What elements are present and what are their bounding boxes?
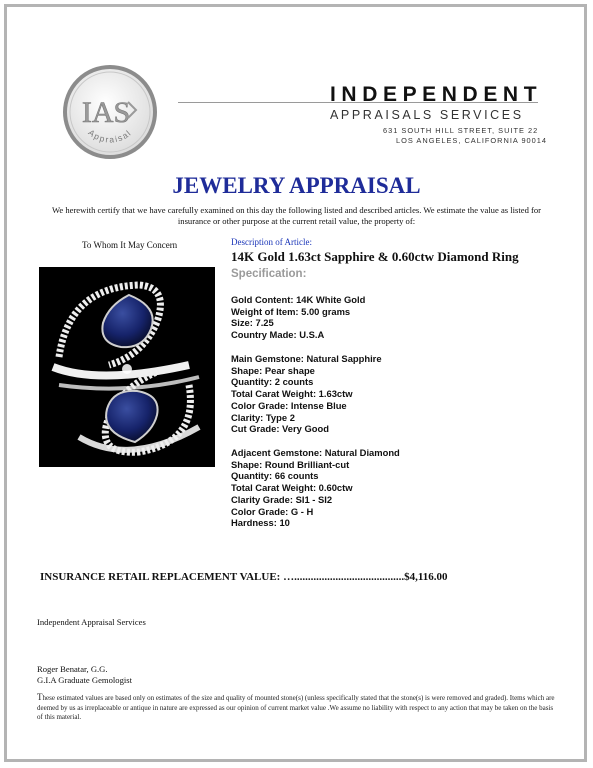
spec-line: Shape: Pear shape — [231, 364, 315, 376]
spec-line: Total Carat Weight: 0.60ctw — [231, 482, 353, 494]
disclaimer — [37, 693, 557, 723]
spec-line: Color Grade: G - H — [231, 505, 314, 517]
disclaimer-text: hese estimated values are based only on estimates of the size and quality of mounted stone(s) (unless specifically stated that the stone(s) is were removed and graded). Items which are deemed by us as irreplaceable or antique in nature are expressed as our opinion of current market value .We assume no liability with respect to any action that may be taken on the basis of this material. — [37, 694, 555, 722]
spec-line: Total Carat Weight: 1.63ctw — [231, 388, 353, 400]
company-name: INDEPENDENT — [330, 83, 543, 106]
company-subtitle: APPRAISALS SERVICES — [330, 108, 524, 122]
spec-line: Quantity: 2 counts — [231, 376, 314, 388]
description-label: Description of Article: — [231, 237, 312, 247]
spec-line: Clarity Grade: SI1 - SI2 — [231, 493, 333, 505]
address-line1: 631 SOUTH HILL STREET, SUITE 22 — [383, 126, 539, 135]
article-title: 14K Gold 1.63ct Sapphire & 0.60ctw Diamond Ring — [231, 249, 519, 264]
company-signature: Independent Appraisal Services — [37, 617, 146, 627]
spec-group-adjacent-gemstone — [231, 447, 400, 529]
insurance-value: INSURANCE RETAIL REPLACEMENT VALUE: …........................................$4,116.00 — [40, 571, 448, 583]
logo-arc-text: Appraisal — [86, 127, 134, 145]
specification-label: Specification: — [231, 268, 307, 280]
certification-text: We herewith certify that we have carefully examined on this day the following listed and described articles. We estimate the value as listed for insurance or other purpose at the current retail value, the property of: — [51, 205, 542, 226]
disclaimer-initial: T — [37, 692, 43, 702]
spec-line: Main Gemstone: Natural Sapphire — [231, 353, 382, 364]
spec-line: Cut Grade: Very Good — [231, 423, 329, 435]
ring-photo — [39, 267, 215, 467]
logo-text: IAS — [81, 96, 131, 129]
spec-line: Size: 7.25 — [231, 317, 274, 329]
spec-line: Weight of Item: 5.00 grams — [231, 305, 351, 317]
address-line2: LOS ANGELES, CALIFORNIA 90014 — [396, 136, 548, 145]
spec-group-main-gemstone — [231, 353, 382, 435]
signer-title: G.I.A Graduate Gemologist — [37, 675, 132, 685]
spec-line: Clarity: Type 2 — [231, 411, 295, 423]
signer-name: Roger Benatar, G.G. — [37, 664, 108, 674]
spec-line: Shape: Round Brilliant-cut — [231, 458, 350, 470]
spec-line: Country Made: U.S.A — [231, 329, 325, 341]
spec-line: Quantity: 66 counts — [231, 470, 319, 482]
spec-line: Adjacent Gemstone: Natural Diamond — [231, 447, 400, 458]
spec-line: Color Grade: Intense Blue — [231, 399, 347, 411]
page-title: JEWELRY APPRAISAL — [172, 173, 421, 198]
ias-logo — [62, 64, 158, 160]
spec-line: Hardness: 10 — [231, 517, 290, 529]
spec-line: Gold Content: 14K White Gold — [231, 294, 366, 305]
spec-group-gold — [231, 294, 365, 341]
recipient: To Whom It May Concern — [82, 240, 178, 250]
